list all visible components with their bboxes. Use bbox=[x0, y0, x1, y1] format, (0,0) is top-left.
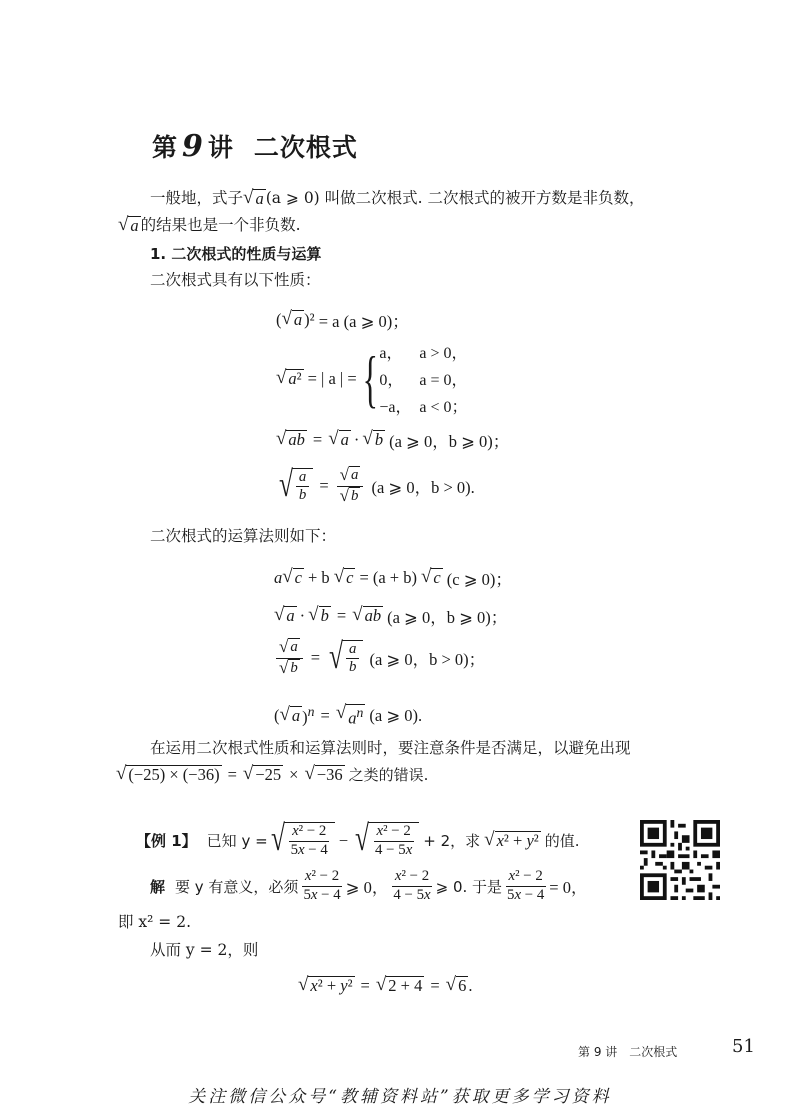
rule-4-cond: (a ⩾ 0). bbox=[369, 706, 423, 726]
rules-lead: 二次根式的运算法则如下： bbox=[150, 527, 337, 545]
caution-radicand-a: (−25) × (−36) bbox=[128, 764, 220, 784]
example-text-a: 已知 y = bbox=[206, 832, 268, 851]
case-3-cond: a < 0； bbox=[419, 399, 468, 416]
solution-line-2: 即 x² = 2. bbox=[118, 913, 192, 931]
section-lead: 二次根式具有以下性质： bbox=[150, 271, 321, 289]
case-1-value: a， bbox=[379, 345, 403, 362]
solution-text-b: ⩾ 0， bbox=[345, 878, 389, 898]
rule-1-cond: (c ⩾ 0)； bbox=[446, 570, 512, 589]
property-3: √ ab = √ a · √ b (a ⩾ 0，b ⩾ 0)； bbox=[276, 428, 510, 451]
rule-3: √ a √ b = √ $\frac{a}{b}$ (a ⩾ 0，b > 0)； bbox=[274, 638, 485, 679]
example-text-c: 的值. bbox=[544, 832, 580, 851]
case-3-value: −a， bbox=[379, 399, 412, 416]
footer-chapter: 第 9 讲 二次根式 bbox=[578, 1045, 678, 1059]
title-name: 二次根式 bbox=[253, 133, 358, 162]
case-1-cond: a > 0， bbox=[419, 345, 468, 362]
property-3-dot: · bbox=[353, 430, 360, 449]
intro-text-a: 一般地，式子 bbox=[150, 189, 244, 207]
solution-text-c: ⩾ 0. 于是 bbox=[435, 877, 503, 896]
rule-4: ( √ a )$^n$ = √ $a^n$ (a ⩾ 0). bbox=[274, 702, 423, 728]
solution-text-a: 要 y 有意义，必须 bbox=[175, 877, 299, 896]
final-eq-2: = bbox=[430, 976, 440, 995]
caution-line-1: 在运用二次根式性质和运算法则时，要注意条件是否满足，以避免出现 bbox=[150, 739, 631, 757]
solution-line-1: 解 要 y 有意义，必须 $\frac{\text{x² − 2}}{5x - 4}$ ⩾ 0， $\frac{\text{x² − 2}}{4 - 5x}$ ⩾ 0. 于是 $\frac{\text{x² − 2}}{5x - 4}$ = 0， bbox=[150, 868, 588, 903]
property-4-cond: (a ⩾ 0，b > 0). bbox=[371, 478, 475, 498]
example-1: 【例 1】 已知 y = √ $\frac{\text{x² − 2}}{5x - 4}$ − √ $\frac{\text{x² − 2}}{4 - 5x}$ + 2，求 √ x² + y² 的值. bbox=[136, 818, 580, 858]
property-1: ( √ a )² = a (a ⩾ 0)； bbox=[276, 308, 409, 331]
case-2-cond: a = 0， bbox=[419, 372, 468, 389]
solution-line-3: 从而 y = 2，则 bbox=[150, 941, 259, 959]
property-2: √ a² = | a | = { a， a > 0， 0， a = 0， −a， a < 0； bbox=[276, 340, 468, 417]
property-3-cond: (a ⩾ 0，b ⩾ 0)； bbox=[389, 432, 510, 451]
caution-line-2: √ (−25) × (−36) = √ −25 × √ −36 之类的错误. bbox=[116, 762, 429, 784]
intro-text-c: 的结果也是一个非负数. bbox=[140, 216, 301, 234]
rule-3-cond: (a ⩾ 0，b > 0)； bbox=[369, 650, 486, 670]
rule-1-mid: + b bbox=[308, 568, 330, 587]
qr-code-icon bbox=[640, 820, 720, 900]
section-heading: 1. 二次根式的性质与运算 bbox=[150, 245, 322, 263]
final-eq-1: = bbox=[360, 976, 370, 995]
rule-1: a √ c + b √ c = (a + b) √ c (c ⩾ 0)； bbox=[274, 566, 512, 589]
rule-2-cond: (a ⩾ 0，b ⩾ 0)； bbox=[387, 608, 508, 627]
example-text-b: + 2，求 bbox=[423, 832, 481, 851]
solution-final: √ x² + y² = √ 2 + 4 = √ 6 . bbox=[298, 974, 473, 996]
title-prefix: 第 bbox=[152, 133, 179, 162]
property-2-eq: = | a | = bbox=[307, 368, 357, 388]
title-suffix: 讲 bbox=[207, 133, 234, 162]
final-radicand: 2 + 4 bbox=[388, 976, 423, 996]
property-2-cases bbox=[379, 340, 467, 417]
intro-line-1: 一般地，式子 √ a (a ⩾ 0) 叫做二次根式. 二次根式的被开方数是非负数， bbox=[150, 187, 645, 208]
case-2-value: 0， bbox=[379, 372, 404, 389]
title-number: 9 bbox=[182, 129, 204, 164]
rule-2: √ a · √ b = √ ab (a ⩾ 0，b ⩾ 0)； bbox=[274, 604, 508, 627]
solution-text-d: = 0， bbox=[549, 878, 588, 898]
caution-radicand-b: −25 bbox=[255, 764, 282, 784]
property-3-eq: = bbox=[312, 430, 323, 449]
property-1-rhs: = a (a ⩾ 0)； bbox=[318, 312, 409, 331]
caution-tail: 之类的错误. bbox=[348, 766, 429, 784]
page-number: 51 bbox=[732, 1036, 755, 1057]
property-4: √ $\frac{a}{b}$ = √ a √ b (a ⩾ 0，b > 0). bbox=[278, 463, 475, 505]
intro-text-b: (a ⩾ 0) 叫做二次根式. 二次根式的被开方数是非负数， bbox=[265, 189, 645, 207]
example-tag: 【例 1】 bbox=[136, 832, 197, 851]
bottom-banner: 关注微信公众号“教辅资料站”获取更多学习资料 bbox=[188, 1087, 612, 1107]
rule-1-rhs: = (a + b) bbox=[359, 568, 417, 587]
caution-radicand-c: −36 bbox=[316, 764, 343, 784]
intro-line-2: √ a 的结果也是一个非负数. bbox=[118, 214, 301, 235]
chapter-title bbox=[152, 128, 358, 164]
solution-tag: 解 bbox=[150, 877, 166, 896]
